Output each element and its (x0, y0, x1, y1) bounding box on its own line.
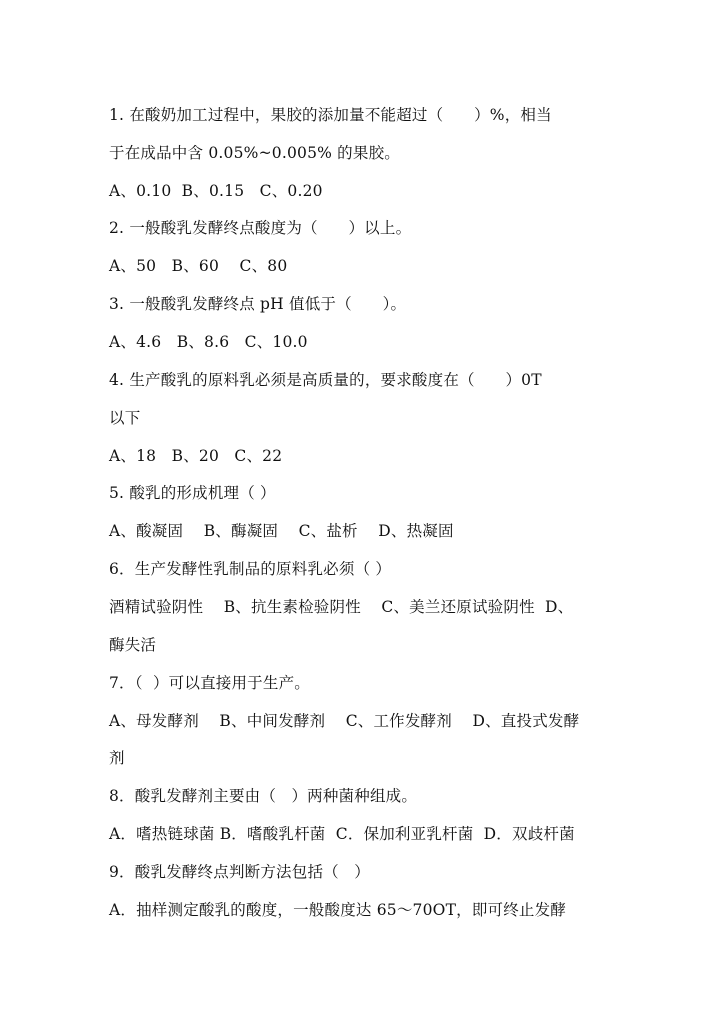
question-5-options: A、酸凝固 B、酶凝固 C、盐析 D、热凝固 (109, 522, 454, 540)
question-8: 8．酸乳发酵剂主要由（ ）两种菌种组成。 (109, 787, 418, 805)
question-1-line-2: 于在成品中含 0.05%~0.005% 的果胶。 (109, 144, 400, 162)
question-2: 2. 一般酸乳发酵终点酸度为（ ）以上。 (109, 219, 412, 237)
question-5: 5. 酸乳的形成机理（ ） (109, 484, 276, 502)
question-8-options: A．嗜热链球菌 B．嗜酸乳杆菌 C．保加利亚乳杆菌 D．双歧杆菌 (109, 825, 575, 843)
question-6-options-line-1: 酒精试验阴性 B、抗生素检验阴性 C、美兰还原试验阴性 D、 (109, 598, 574, 616)
question-2-options: A、50 B、60 C、80 (109, 257, 288, 275)
question-7: 7．（ ）可以直接用于生产。 (109, 674, 310, 692)
question-4-line-2: 以下 (109, 409, 141, 427)
question-1-line-1: 1. 在酸奶加工过程中，果胶的添加量不能超过（ ）%，相当 (109, 106, 552, 124)
question-3-options: A、4.6 B、8.6 C、10.0 (109, 333, 308, 351)
question-6: 6．生产发酵性乳制品的原料乳必须（ ） (109, 560, 392, 578)
question-3: 3. 一般酸乳发酵终点 pH 值低于（ ）。 (109, 295, 407, 313)
question-1-options: A、0.10 B、0.15 C、0.20 (109, 182, 323, 200)
question-4-options: A、18 B、20 C、22 (109, 447, 283, 465)
question-6-options-line-2: 酶失活 (109, 636, 157, 654)
question-9: 9．酸乳发酵终点判断方法包括（ ） (109, 863, 370, 881)
question-9-option-a: A．抽样测定酸乳的酸度，一般酸度达 65～70OT，即可终止发酵 (109, 901, 567, 919)
question-7-options-line-1: A、母发酵剂 B、中间发酵剂 C、工作发酵剂 D、直投式发酵 (109, 712, 580, 730)
question-4-line-1: 4. 生产酸乳的原料乳必须是高质量的，要求酸度在（ ）0T (109, 371, 542, 389)
question-7-options-line-2: 剂 (109, 749, 125, 767)
